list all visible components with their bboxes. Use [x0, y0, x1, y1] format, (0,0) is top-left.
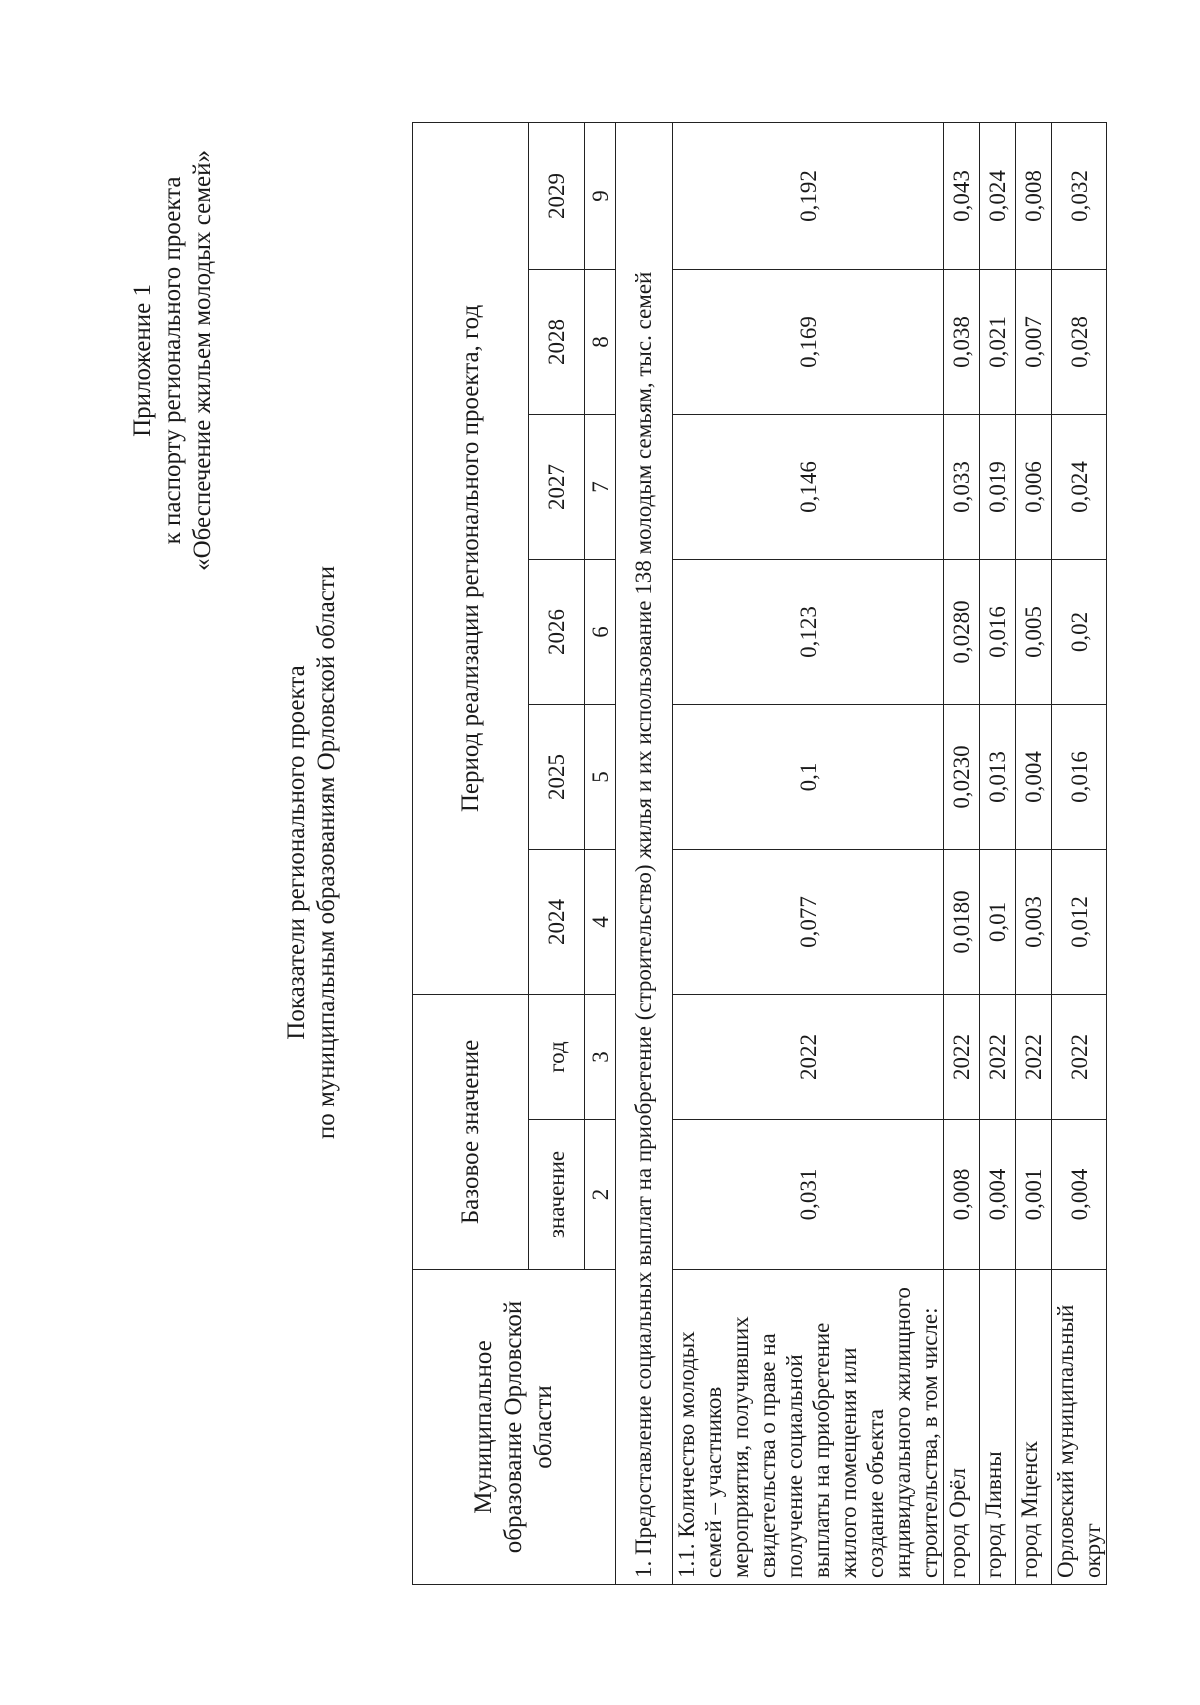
table-cell: 0,016 [1052, 705, 1107, 850]
column-number: 7 [585, 415, 616, 560]
table-cell: 0,021 [980, 270, 1016, 415]
column-number: 4 [585, 850, 616, 995]
header-year-2028: 2028 [529, 270, 585, 415]
document-title [282, 0, 342, 1705]
table-cell: 2022 [944, 995, 980, 1120]
table-cell: 0,0230 [944, 705, 980, 850]
table-cell: 0,004 [1016, 705, 1052, 850]
column-number: 3 [585, 995, 616, 1120]
column-number: 5 [585, 705, 616, 850]
appendix-line-3: «Обеспечение жильем молодых семей» [189, 150, 216, 571]
table-cell: 0,019 [980, 415, 1016, 560]
appendix-header [128, 150, 218, 571]
table-cell: 0,004 [1052, 1120, 1107, 1270]
table-cell: 0,012 [1052, 850, 1107, 995]
table-cell: 0,028 [1052, 270, 1107, 415]
column-number: 9 [585, 122, 616, 269]
table-cell: 0,031 [673, 1120, 944, 1270]
column-number: 6 [585, 560, 616, 705]
header-value: значение [529, 1120, 585, 1270]
row-label: город Орёл [944, 1270, 980, 1585]
header-year-2027: 2027 [529, 415, 585, 560]
header-municipality: Муниципальное образование Орловской области [413, 1270, 616, 1585]
table-cell: 0,043 [944, 122, 980, 269]
row-label: Орловский муниципальный округ [1052, 1270, 1107, 1585]
table-cell: 0,1 [673, 705, 944, 850]
table-cell: 0,005 [1016, 560, 1052, 705]
appendix-line-1: Приложение 1 [129, 283, 156, 437]
table-cell: 0,033 [944, 415, 980, 560]
row-label: город Мценск [1016, 1270, 1052, 1585]
table-cell: 0,146 [673, 415, 944, 560]
table-row [1052, 122, 1107, 1584]
table-cell: 2022 [1016, 995, 1052, 1120]
table-cell: 2022 [980, 995, 1016, 1120]
table-cell: 0,016 [980, 560, 1016, 705]
table-row [944, 122, 980, 1584]
table-cell: 0,006 [1016, 415, 1052, 560]
title-line-1: Показатели регионального проекта [283, 665, 310, 1040]
table-cell: 0,038 [944, 270, 980, 415]
table-cell: 0,001 [1016, 1120, 1052, 1270]
table-cell: 2022 [673, 995, 944, 1120]
table-cell: 0,01 [980, 850, 1016, 995]
table-cell: 0,192 [673, 122, 944, 269]
header-year: год [529, 995, 585, 1120]
table-row [980, 122, 1016, 1584]
table-cell: 0,008 [944, 1120, 980, 1270]
table-row [673, 122, 944, 1584]
table-cell: 0,007 [1016, 270, 1052, 415]
table-cell: 0,0180 [944, 850, 980, 995]
column-number: 8 [585, 270, 616, 415]
table-cell: 0,024 [1052, 415, 1107, 560]
table-cell: 0,008 [1016, 122, 1052, 269]
header-year-2024: 2024 [529, 850, 585, 995]
title-line-2: по муниципальным образованиям Орловской области [313, 565, 340, 1140]
table-row [1016, 122, 1052, 1584]
table-cell: 0,123 [673, 560, 944, 705]
table-cell: 0,013 [980, 705, 1016, 850]
table-cell: 0,032 [1052, 122, 1107, 269]
appendix-line-2: к паспорту регионального проекта [159, 176, 186, 545]
header-year-2029: 2029 [529, 122, 585, 269]
indicators-table [412, 122, 1107, 1585]
table-cell: 2022 [1052, 995, 1107, 1120]
table-cell: 0,169 [673, 270, 944, 415]
table-cell: 0,004 [980, 1120, 1016, 1270]
header-year-2026: 2026 [529, 560, 585, 705]
table-cell: 0,024 [980, 122, 1016, 269]
table-cell: 0,0280 [944, 560, 980, 705]
column-number: 2 [585, 1120, 616, 1270]
header-period: Период реализации регионального проекта, год [413, 122, 529, 994]
section-row: 1. Предоставление социальных выплат на приобретение (строительство) жилья и их использование 138 молодым семьям, тыс. семей [616, 122, 673, 1584]
header-year-2025: 2025 [529, 705, 585, 850]
table-cell: 0,02 [1052, 560, 1107, 705]
table-cell: 0,077 [673, 850, 944, 995]
row-label: 1.1. Количество молодых семей – участников мероприятия, получивших свидетельства о праве на получение социальной выплаты на приобретение жилого помещения или создание объекта индивидуального жилищного строительства, в том числе: [673, 1270, 944, 1585]
table-cell: 0,003 [1016, 850, 1052, 995]
row-label: город Ливны [980, 1270, 1016, 1585]
header-base-value: Базовое значение [413, 995, 529, 1270]
